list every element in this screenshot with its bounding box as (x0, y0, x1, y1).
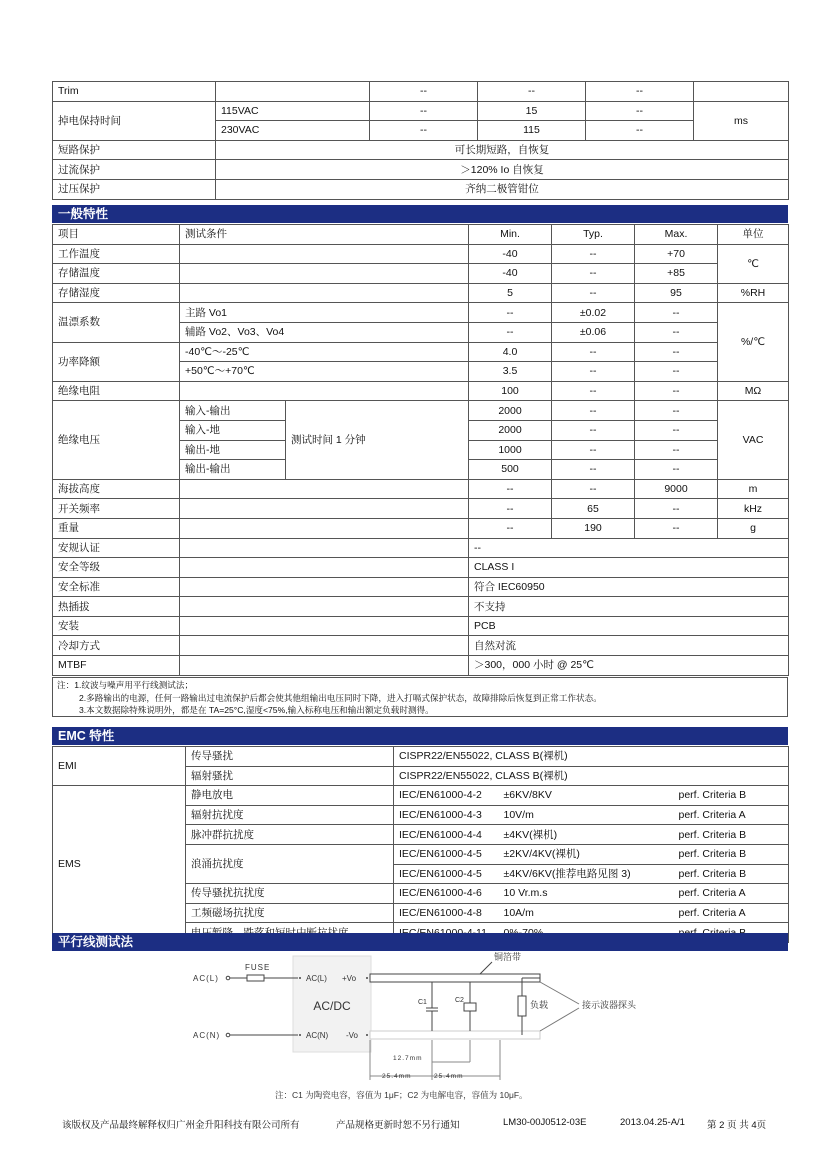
fuse-label: FUSE (245, 963, 271, 972)
footer-notice: 产品规格更新时恕不另行通知 (336, 1120, 460, 1131)
ems-test-std: IEC/EN61000-4-3 (394, 805, 499, 825)
table-row (53, 82, 789, 102)
general-table (52, 224, 789, 676)
emc-section-title: EMC 特性 (52, 727, 788, 745)
isolation-sub: 输出-输出 (180, 460, 286, 480)
module-label: AC/DC (313, 999, 351, 1013)
isolation-min: 2000 (469, 401, 552, 421)
ems-test-std: IEC/EN61000-4-6 (394, 884, 499, 904)
ems-test-level: ±2KV/4KV(裸机) (499, 844, 674, 864)
header-max: Max. (635, 225, 718, 245)
table-row (53, 179, 789, 199)
emi-test-name: 辐射骚扰 (186, 766, 394, 786)
holdup-cond-115: 115VAC (216, 101, 370, 121)
st-hum-min: 5 (469, 283, 552, 303)
trim-label: Trim (53, 82, 216, 102)
weight-unit: g (718, 518, 789, 538)
ems-test-name: 工频磁场抗扰度 (186, 903, 394, 923)
st-temp-min: -40 (469, 264, 552, 284)
ems-test-level: ±4KV/6KV(推荐电路见图 3) (499, 864, 674, 884)
footer-date: 2013.04.25-A/1 (620, 1117, 685, 1128)
table-row (53, 479, 789, 499)
holdup-unit: ms (694, 101, 789, 140)
header-unit: 单位 (718, 225, 789, 245)
ems-test-level: ±4KV(裸机) (499, 825, 674, 845)
trim-max: -- (586, 82, 694, 102)
holdup-min: -- (370, 121, 478, 141)
trim-typ: -- (478, 82, 586, 102)
temp-coef-cond: 主路 Vo1 (180, 303, 469, 323)
switching-typ: 65 (552, 499, 635, 519)
table-row (53, 538, 789, 558)
dim-25-4-a: 25.4mm (382, 1073, 412, 1080)
st-hum-typ: -- (552, 283, 635, 303)
c1-label: C1 (418, 999, 427, 1006)
op-temp-label: 工作温度 (53, 244, 180, 264)
ems-test-level: ±6KV/8KV (499, 786, 674, 806)
ems-test-std: IEC/EN61000-4-4 (394, 825, 499, 845)
weight-label: 重量 (53, 518, 180, 538)
note-line: 2.多路输出的电源，任何一路输出过电流保护后都会使其他组输出电压同时下降，进入打嗝式保护状态，故障排除后恢复到正常工作状态。 (79, 692, 602, 703)
mounting-label: 安装 (53, 616, 180, 636)
table-row (53, 518, 789, 538)
ems-test-name: 辐射抗扰度 (186, 805, 394, 825)
header-item: 项目 (53, 225, 180, 245)
acn-terminal (226, 1033, 230, 1037)
isolation-min: 500 (469, 460, 552, 480)
temp-coef-min: -- (469, 303, 552, 323)
overvoltage-value: 齐纳二极管钳位 (216, 179, 789, 199)
cooling-label: 冷却方式 (53, 636, 180, 656)
pin-dot (366, 1034, 368, 1036)
isolation-sub: 输出-地 (180, 440, 286, 460)
st-hum-label: 存储湿度 (53, 283, 180, 303)
overcurrent-value: ＞120% Io 自恢复 (216, 160, 789, 180)
altitude-unit: m (718, 479, 789, 499)
safety-class-value: CLASS I (469, 558, 789, 578)
emi-test-std: CISPR22/EN55022, CLASS B(裸机) (394, 747, 789, 767)
temp-coef-typ: ±0.02 (552, 303, 635, 323)
copper-label: 铜箔带 (494, 952, 522, 962)
table-row (53, 747, 789, 767)
ems-test-level: 10 Vr.m.s (499, 884, 674, 904)
derating-label: 功率降额 (53, 342, 180, 381)
note-line: 注：1.纹波与噪声用平行线测试法； (57, 680, 194, 690)
short-label: 短路保护 (53, 140, 216, 160)
acl-label: AC(L) (193, 974, 219, 983)
copper-strip-bottom (370, 1031, 540, 1039)
probe-lead (540, 1008, 579, 1031)
ems-label: EMS (53, 786, 186, 943)
ems-test-perf: perf. Criteria B (674, 844, 789, 864)
switching-min: -- (469, 499, 552, 519)
ems-test-std: IEC/EN61000-4-2 (394, 786, 499, 806)
insulation-r-unit: MΩ (718, 381, 789, 401)
holdup-typ: 115 (478, 121, 586, 141)
leader-line (480, 962, 492, 974)
st-temp-typ: -- (552, 264, 635, 284)
mtbf-value: ＞300，000 小时 @ 25℃ (469, 656, 789, 676)
acl-terminal (226, 976, 230, 980)
ems-test-std: IEC/EN61000-4-5 (394, 864, 499, 884)
parallel-section-title: 平行线测试法 (52, 933, 788, 951)
safety-class-label: 安全等级 (53, 558, 180, 578)
insulation-r-typ: -- (552, 381, 635, 401)
header-cond: 测试条件 (180, 225, 469, 245)
table-header-row (53, 225, 789, 245)
temp-unit: ℃ (718, 244, 789, 283)
dim-12-7: 12.7mm (393, 1055, 423, 1062)
ems-test-perf: perf. Criteria B (674, 864, 789, 884)
ems-test-perf: perf. Criteria A (674, 884, 789, 904)
overcurrent-label: 过流保护 (53, 160, 216, 180)
ems-test-perf: perf. Criteria A (674, 805, 789, 825)
temp-coef-unit: %/℃ (718, 303, 789, 381)
hot-swap-label: 热插拔 (53, 597, 180, 617)
table-row (53, 101, 789, 121)
table-row (53, 342, 789, 362)
notes-box (52, 677, 788, 717)
temp-coef-typ: ±0.06 (552, 322, 635, 342)
holdup-cond-230: 230VAC (216, 121, 370, 141)
table-row (53, 160, 789, 180)
pin-acn-label: AC(N) (306, 1031, 329, 1040)
safety-cert-label: 安规认证 (53, 538, 180, 558)
isolation-typ: -- (552, 460, 635, 480)
table-row (53, 786, 789, 806)
load-label: 负载 (530, 1000, 549, 1010)
diagram-note: 注：C1 为陶瓷电容，容值为 1μF；C2 为电解电容，容值为 10μF。 (275, 1090, 528, 1100)
table-row (53, 401, 789, 421)
holdup-min: -- (370, 101, 478, 121)
st-temp-max: +85 (635, 264, 718, 284)
pin-acl-label: AC(L) (306, 974, 327, 983)
ems-test-level: 10V/m (499, 805, 674, 825)
isolation-typ: -- (552, 440, 635, 460)
table-row (53, 656, 789, 676)
table-row (53, 264, 789, 284)
altitude-min: -- (469, 479, 552, 499)
isolation-sub: 输入-输出 (180, 401, 286, 421)
footer-page: 第 2 页 共 4页 (707, 1120, 767, 1131)
pin-dot (299, 1034, 301, 1036)
isolation-typ: -- (552, 401, 635, 421)
derating-max: -- (635, 342, 718, 362)
ems-test-level: 10A/m (499, 903, 674, 923)
pin-vo-pos-label: +Vo (342, 974, 357, 983)
weight-typ: 190 (552, 518, 635, 538)
isolation-cond: 测试时间 1 分钟 (286, 401, 469, 479)
general-section-title: 一般特性 (52, 205, 788, 223)
header-typ: Typ. (552, 225, 635, 245)
safety-std-value: 符合 IEC60950 (469, 577, 789, 597)
ems-test-std: IEC/EN61000-4-5 (394, 844, 499, 864)
derating-max: -- (635, 362, 718, 382)
ems-test-name: 传导骚扰抗扰度 (186, 884, 394, 904)
st-temp-label: 存储温度 (53, 264, 180, 284)
ems-test-perf: perf. Criteria B (674, 825, 789, 845)
header-min: Min. (469, 225, 552, 245)
op-temp-min: -40 (469, 244, 552, 264)
hot-swap-value: 不支持 (469, 597, 789, 617)
derating-typ: -- (552, 342, 635, 362)
isolation-label: 绝缘电压 (53, 401, 180, 479)
holdup-max: -- (586, 121, 694, 141)
insulation-r-label: 绝缘电阻 (53, 381, 180, 401)
short-value: 可长期短路，自恢复 (216, 140, 789, 160)
table-row (53, 499, 789, 519)
safety-std-label: 安全标准 (53, 577, 180, 597)
temp-coef-label: 温漂系数 (53, 303, 180, 342)
temp-coef-min: -- (469, 322, 552, 342)
copper-strip-top (370, 974, 540, 982)
altitude-label: 海拔高度 (53, 479, 180, 499)
footer-copyright: 该版权及产品最终解释权归广州金升阳科技有限公司所有 (62, 1120, 300, 1131)
table-row (53, 244, 789, 264)
parallel-test-diagram (52, 950, 788, 1105)
op-temp-typ: -- (552, 244, 635, 264)
table-row (53, 558, 789, 578)
switching-unit: kHz (718, 499, 789, 519)
derating-min: 3.5 (469, 362, 552, 382)
table-row (53, 303, 789, 323)
c2-label: C2 (455, 997, 464, 1004)
altitude-typ: -- (552, 479, 635, 499)
holdup-label: 掉电保持时间 (53, 101, 216, 140)
weight-max: -- (635, 518, 718, 538)
cooling-value: 自然对流 (469, 636, 789, 656)
pin-vo-neg-label: -Vo (346, 1031, 359, 1040)
isolation-min: 1000 (469, 440, 552, 460)
insulation-r-max: -- (635, 381, 718, 401)
mounting-value: PCB (469, 616, 789, 636)
isolation-min: 2000 (469, 420, 552, 440)
acn-label: AC(N) (193, 1031, 221, 1040)
electrolytic-capacitor (464, 1003, 476, 1011)
trim-min: -- (370, 82, 478, 102)
pin-dot (366, 977, 368, 979)
table-row (53, 381, 789, 401)
emc-table (52, 746, 789, 943)
ems-test-std: IEC/EN61000-4-8 (394, 903, 499, 923)
table-row (53, 597, 789, 617)
isolation-max: -- (635, 401, 718, 421)
switching-max: -- (635, 499, 718, 519)
st-hum-max: 95 (635, 283, 718, 303)
overvoltage-label: 过压保护 (53, 179, 216, 199)
insulation-r-min: 100 (469, 381, 552, 401)
pin-dot (299, 977, 301, 979)
temp-coef-max: -- (635, 303, 718, 323)
table-row (53, 283, 789, 303)
isolation-sub: 输入-地 (180, 420, 286, 440)
fuse-symbol (247, 975, 264, 981)
protection-table (52, 81, 789, 200)
weight-min: -- (469, 518, 552, 538)
isolation-max: -- (635, 460, 718, 480)
holdup-typ: 15 (478, 101, 586, 121)
isolation-max: -- (635, 420, 718, 440)
mtbf-label: MTBF (53, 656, 180, 676)
footer-code: LM30-00J0512-03E (503, 1117, 587, 1128)
table-row (53, 636, 789, 656)
derating-min: 4.0 (469, 342, 552, 362)
isolation-max: -- (635, 440, 718, 460)
temp-coef-cond: 辅路 Vo2、Vo3、Vo4 (180, 322, 469, 342)
table-row (53, 140, 789, 160)
derating-cond: -40℃～-25℃ (180, 342, 469, 362)
ems-test-perf: perf. Criteria A (674, 903, 789, 923)
note-line: 3.本文数据除特殊说明外，都是在 TA=25°C,湿度<75%,输入标称电压和输出额定负载时测得。 (79, 705, 434, 715)
derating-typ: -- (552, 362, 635, 382)
safety-cert-value: -- (469, 538, 789, 558)
probe-label: 接示波器探头 (582, 1000, 637, 1010)
isolation-typ: -- (552, 420, 635, 440)
table-row (53, 577, 789, 597)
op-temp-max: +70 (635, 244, 718, 264)
st-hum-unit: %RH (718, 283, 789, 303)
emi-label: EMI (53, 747, 186, 786)
switching-label: 开关频率 (53, 499, 180, 519)
altitude-max: 9000 (635, 479, 718, 499)
ems-test-name: 脉冲群抗扰度 (186, 825, 394, 845)
ems-test-name: 浪涌抗扰度 (186, 844, 394, 883)
holdup-max: -- (586, 101, 694, 121)
dim-25-4-b: 25.4mm (434, 1073, 464, 1080)
ems-test-perf: perf. Criteria B (674, 786, 789, 806)
load-resistor (518, 996, 526, 1016)
emi-test-std: CISPR22/EN55022, CLASS B(裸机) (394, 766, 789, 786)
table-row (53, 616, 789, 636)
isolation-unit: VAC (718, 401, 789, 479)
ems-test-name: 静电放电 (186, 786, 394, 806)
temp-coef-max: -- (635, 322, 718, 342)
emi-test-name: 传导骚扰 (186, 747, 394, 767)
derating-cond: +50℃～+70℃ (180, 362, 469, 382)
